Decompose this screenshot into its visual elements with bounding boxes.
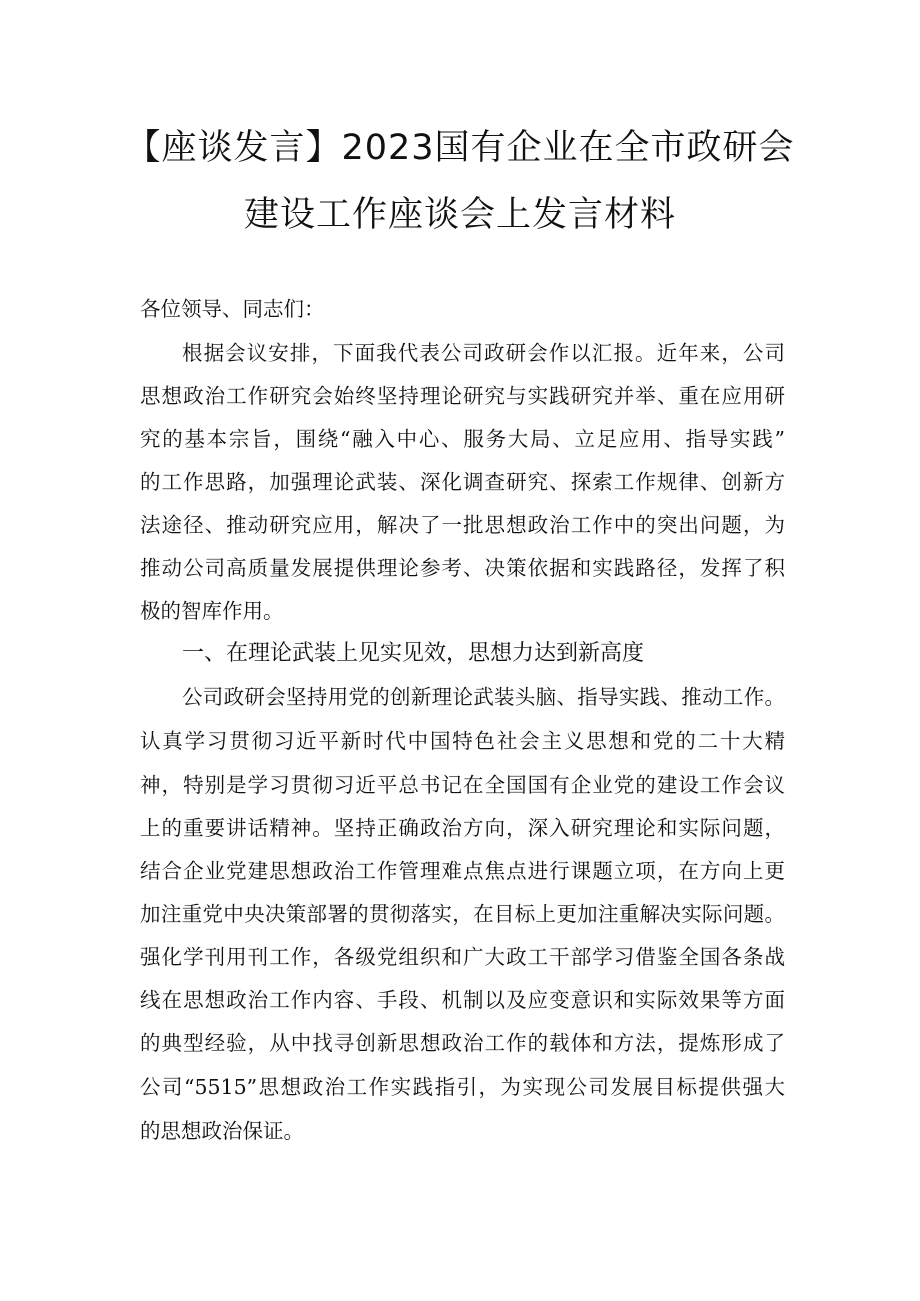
salutation: 各位领导、同志们： (140, 297, 325, 321)
document-title-line-1: 【座谈发言】2023国有企业在全市政研会 (125, 128, 795, 168)
paragraph-2-line: 上的重要讲话精神。坚持正确政治方向，深入研究理论和实际问题， (140, 816, 785, 840)
paragraph-2-line: 结合企业党建思想政治工作管理难点焦点进行课题立项，在方向上更 (140, 859, 785, 883)
section-heading-1: 一、在理论武装上见实见效，思想力达到新高度 (182, 641, 645, 666)
paragraph-2-line: 神，特别是学习贯彻习近平总书记在全国国有企业党的建设工作会议 (140, 773, 785, 797)
paragraph-1-line: 思想政治工作研究会始终坚持理论研究与实践研究并举、重在应用研 (140, 384, 785, 408)
paragraph-2-line: 公司“5515”思想政治工作实践指引，为实现公司发展目标提供强大 (140, 1075, 785, 1099)
paragraph-2-line: 加注重党中央决策部署的贯彻落实，在目标上更加注重解决实际问题。 (140, 902, 785, 926)
paragraph-1-line: 究的基本宗旨，围绕“融入中心、服务大局、立足应用、指导实践” (140, 427, 785, 451)
paragraph-1-line: 的工作思路，加强理论武装、深化调查研究、探索工作规律、创新方 (140, 470, 785, 494)
paragraph-2-line: 公司政研会坚持用党的创新理论武装头脑、指导实践、推动工作。 (182, 685, 785, 709)
paragraph-1-line: 极的智库作用。 (140, 599, 284, 623)
paragraph-1-line: 根据会议安排，下面我代表公司政研会作以汇报。近年来，公司 (182, 341, 785, 365)
paragraph-2-line: 认真学习贯彻习近平新时代中国特色社会主义思想和党的二十大精 (140, 729, 785, 753)
paragraph-2-line: 强化学刊用刊工作，各级党组织和广大政工干部学习借鉴全国各条战 (140, 945, 785, 969)
paragraph-1-line: 推动公司高质量发展提供理论参考、决策依据和实践路径，发挥了积 (140, 556, 785, 580)
paragraph-2-line: 的典型经验，从中找寻创新思想政治工作的载体和方法，提炼形成了 (140, 1031, 785, 1055)
paragraph-1-line: 法途径、推动研究应用，解决了一批思想政治工作中的突出问题，为 (140, 513, 785, 537)
document-title-line-2: 建设工作座谈会上发言材料 (243, 195, 676, 235)
paragraph-2-line: 的思想政治保证。 (140, 1119, 304, 1143)
paragraph-2-line: 线在思想政治工作内容、手段、机制以及应变意识和实际效果等方面 (140, 988, 785, 1012)
